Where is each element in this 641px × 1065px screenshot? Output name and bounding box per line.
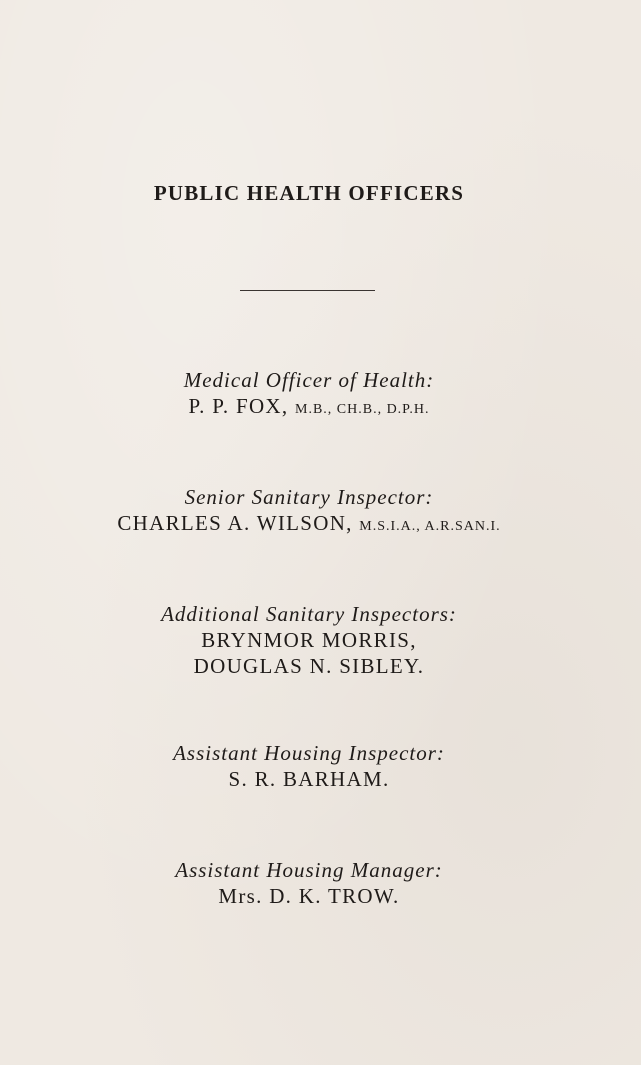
- officer-block-medical: [0, 367, 618, 423]
- officer-name: S. R. BARHAM.: [228, 767, 390, 791]
- officer-block-senior-sanitary: [0, 484, 618, 540]
- officer-name: BRYNMOR MORRIS,: [201, 628, 417, 652]
- officer-name: P. P. FOX,: [188, 394, 289, 418]
- officer-role: Medical Officer of Health:: [183, 368, 435, 392]
- officer-name-line: [0, 883, 618, 909]
- officer-role: Assistant Housing Inspector:: [173, 741, 445, 765]
- officer-role: Additional Sanitary Inspectors:: [161, 602, 457, 626]
- title-divider: [240, 290, 375, 291]
- officer-name-line: [0, 510, 618, 540]
- page-title: PUBLIC HEALTH OFFICERS: [153, 181, 465, 205]
- officer-name-line: [0, 627, 618, 653]
- officer-name-line: [0, 766, 618, 792]
- officer-block-housing-manager: [0, 857, 618, 909]
- officer-name: Mrs. D. K. TROW.: [218, 884, 400, 908]
- officer-name: DOUGLAS N. SIBLEY.: [193, 654, 425, 678]
- officer-name-line: [0, 653, 618, 679]
- officer-qualifications: M.B., CH.B., D.P.H.: [295, 402, 430, 417]
- officer-role: Assistant Housing Manager:: [175, 858, 443, 882]
- officer-block-additional-sanitary: [0, 601, 618, 679]
- officer-qualifications: M.S.I.A., A.R.SAN.I.: [359, 519, 501, 534]
- officer-block-housing-inspector: [0, 740, 618, 792]
- officer-name: CHARLES A. WILSON,: [117, 511, 353, 535]
- officer-name-line: [0, 393, 618, 423]
- officer-role: Senior Sanitary Inspector:: [184, 485, 434, 509]
